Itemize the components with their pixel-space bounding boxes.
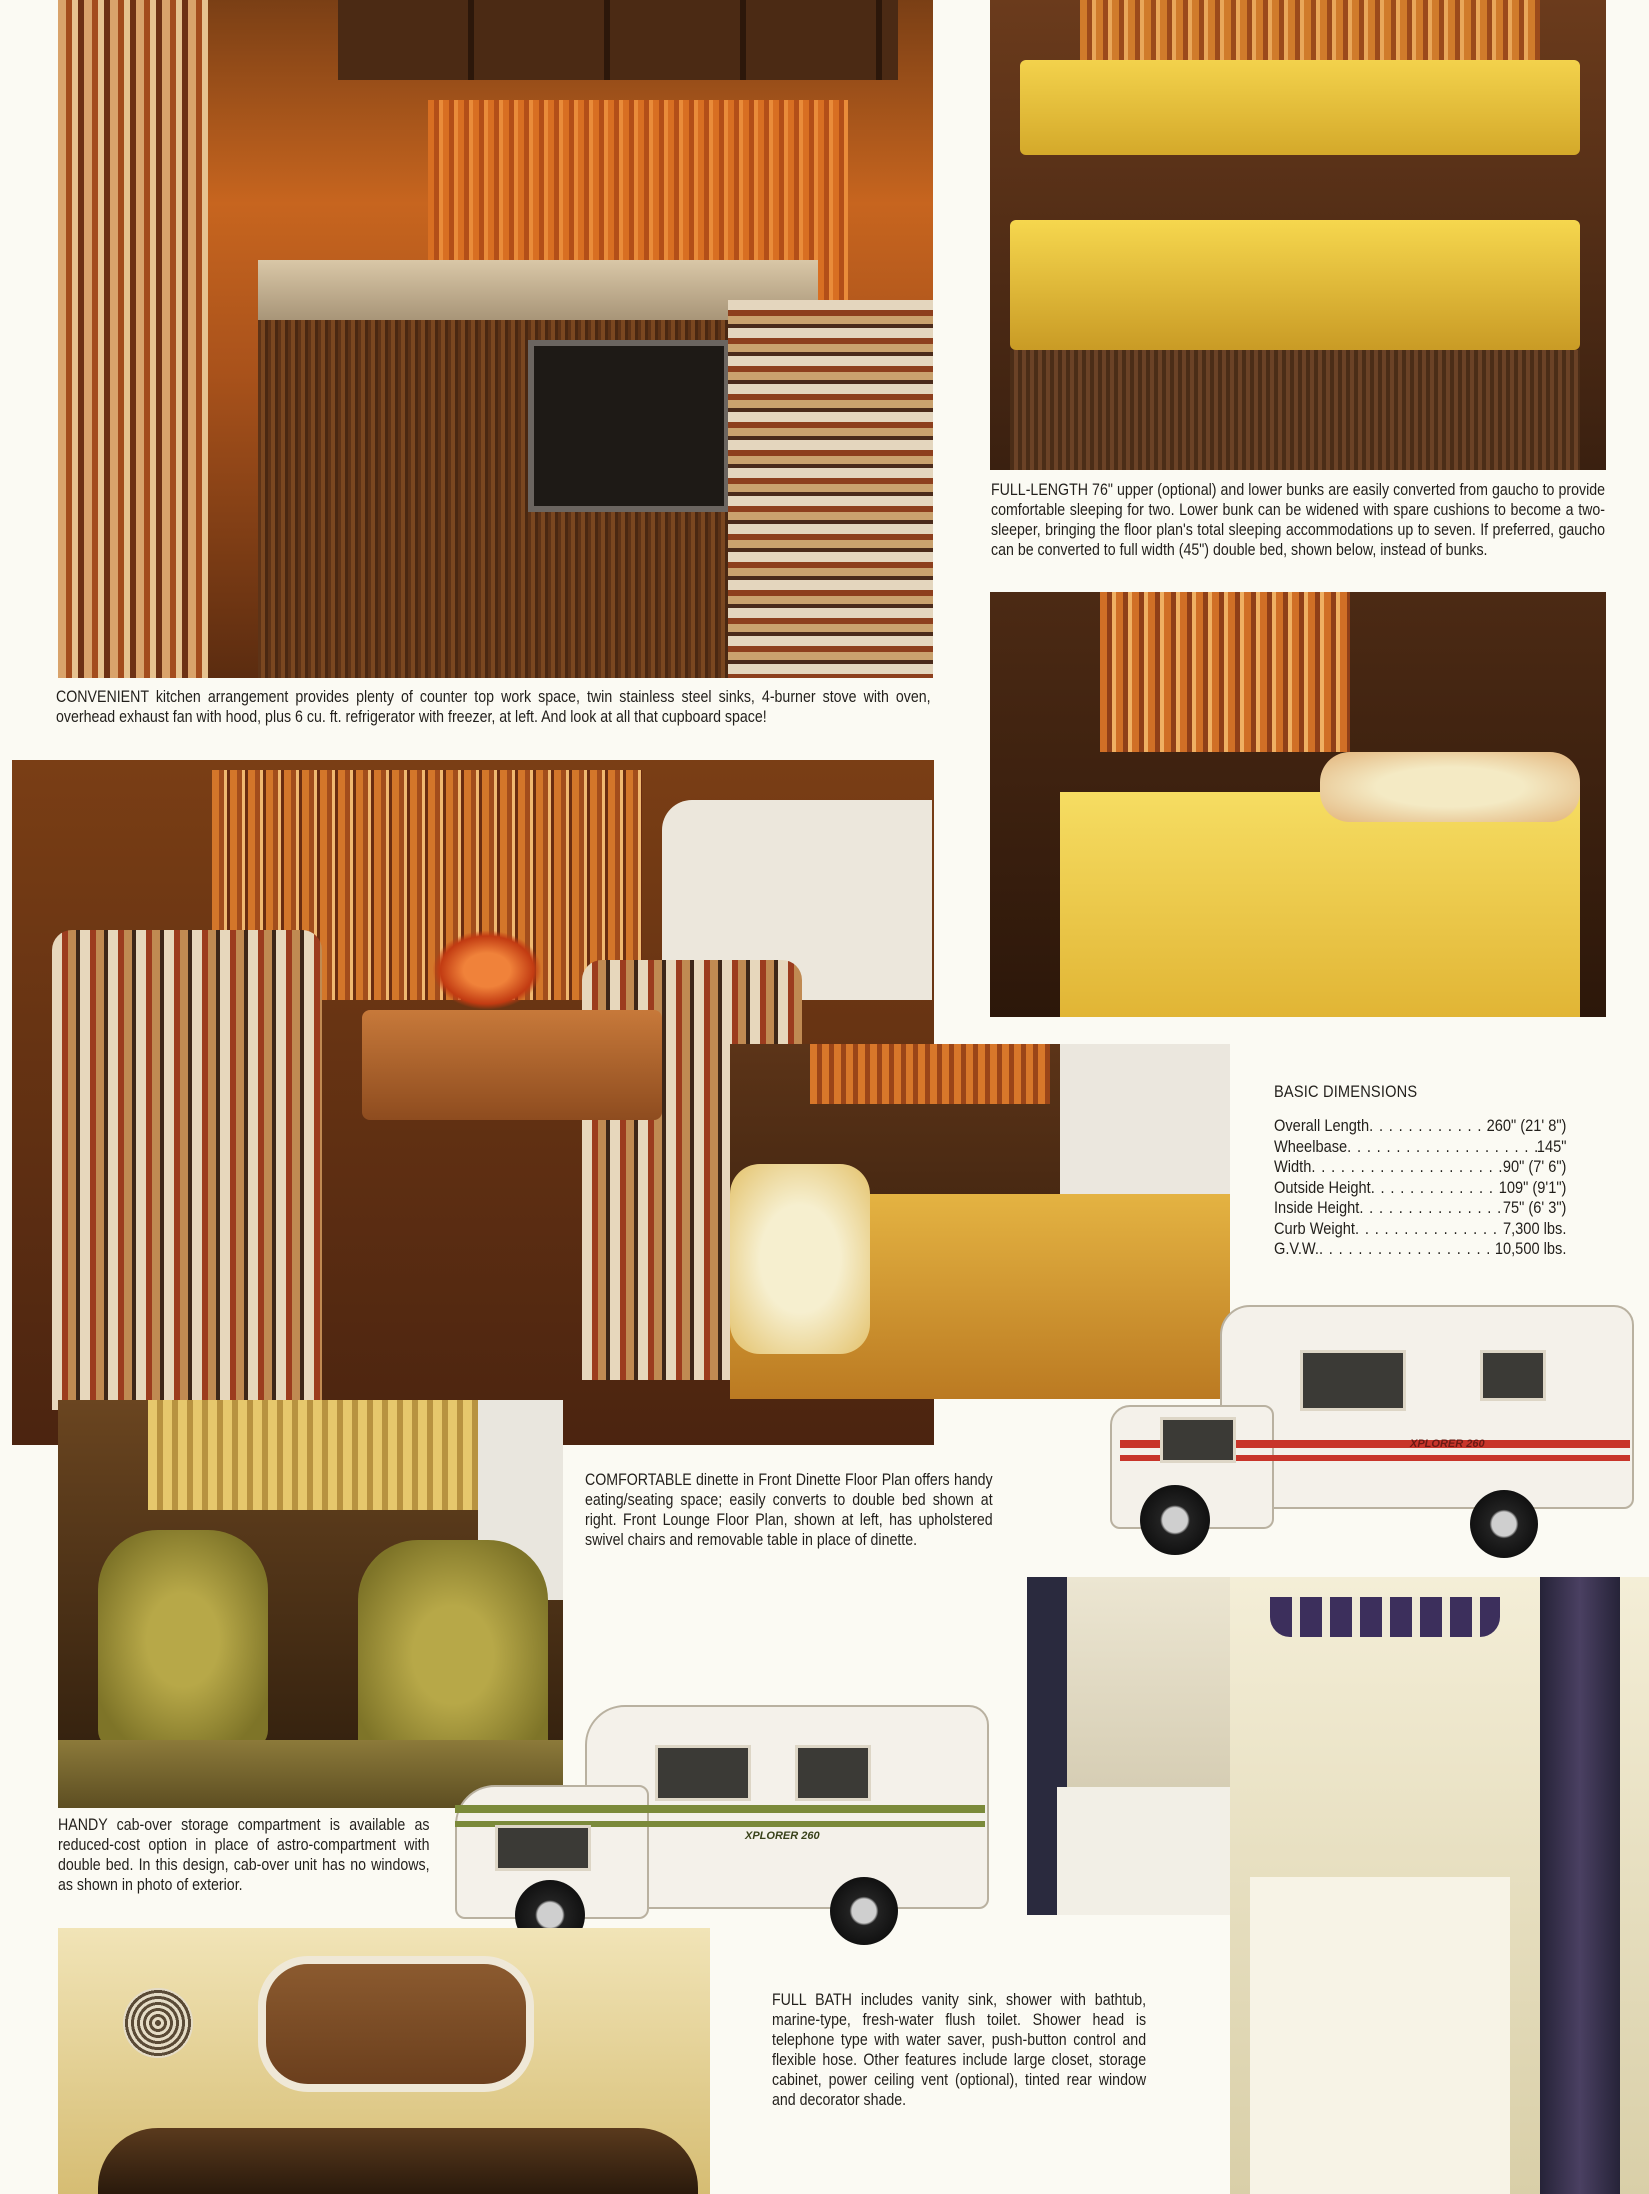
van-badge: XPLORER 260: [745, 1830, 820, 1842]
dimension-row: Inside Height . . . 75" (6' 3"): [1274, 1198, 1566, 1219]
motorhome-green-stripe-photo: [455, 1705, 1000, 1950]
dimension-row: Curb Weight . . . 7,300 lbs.: [1274, 1219, 1566, 1240]
dimension-row: Width . . . 90" (7' 6"): [1274, 1157, 1566, 1178]
bunks-photo: [990, 0, 1606, 470]
double-bed-photo: [990, 592, 1606, 1017]
cab-storage-caption: HANDY cab-over storage compartment is available as reduced-cost option in place of astro-compartment with double bed. In this design, cab-over unit has no windows, as shown in photo of exterior.: [58, 1816, 430, 1894]
dimension-row: G.V.W. . . . 10,500 lbs.: [1274, 1239, 1566, 1260]
vanity-photo: [1230, 1577, 1649, 2194]
van-badge: XPLORER 260: [1410, 1438, 1485, 1450]
cab-storage-photo: [58, 1928, 710, 2194]
basic-dimensions: [1274, 1082, 1566, 1260]
dimension-row: Wheelbase . . . 145": [1274, 1137, 1566, 1158]
bath-caption: FULL BATH includes vanity sink, shower with bathtub, marine-type, fresh-water flush toilet. Shower head is telephone type with water saver, push-button control and flexible hose. Other features include large closet, storage cabinet, power ceiling vent (optional), tinted rear window and decorator shade.: [772, 1991, 1147, 2109]
dimension-row: Overall Length . . . 260" (21' 8"): [1274, 1116, 1566, 1137]
motorhome-red-stripe-photo: [1110, 1305, 1640, 1560]
dimensions-title: BASIC DIMENSIONS: [1274, 1082, 1418, 1101]
kitchen-caption: CONVENIENT kitchen arrangement provides plenty of counter top work space, twin stainless steel sinks, 4-burner stove with oven, overhead exhaust fan with hood, plus 6 cu. ft. refrigerator with freezer, at left. And look at all that cupboard space!: [56, 688, 931, 726]
shower-photo: [1027, 1577, 1260, 1915]
dinette-caption: COMFORTABLE dinette in Front Dinette Floor Plan offers handy eating/seating space; easily converts to double bed shown at right. Front Lounge Floor Plan, shown at left, has upholstered swivel chairs and removable table in place of dinette.: [585, 1471, 993, 1549]
dimension-row: Outside Height . . . 109" (9'1"): [1274, 1178, 1566, 1199]
bunks-caption: FULL-LENGTH 76" upper (optional) and lower bunks are easily converted from gaucho to provide comfortable sleeping for two. Lower bunk can be widened with spare cushions to become a two-sleeper, bringing the floor plan's total sleeping accommodations up to seven. If preferred, gaucho can be converted to full width (45") double bed, shown below, instead of bunks.: [991, 481, 1606, 559]
kitchen-photo: [58, 0, 933, 678]
